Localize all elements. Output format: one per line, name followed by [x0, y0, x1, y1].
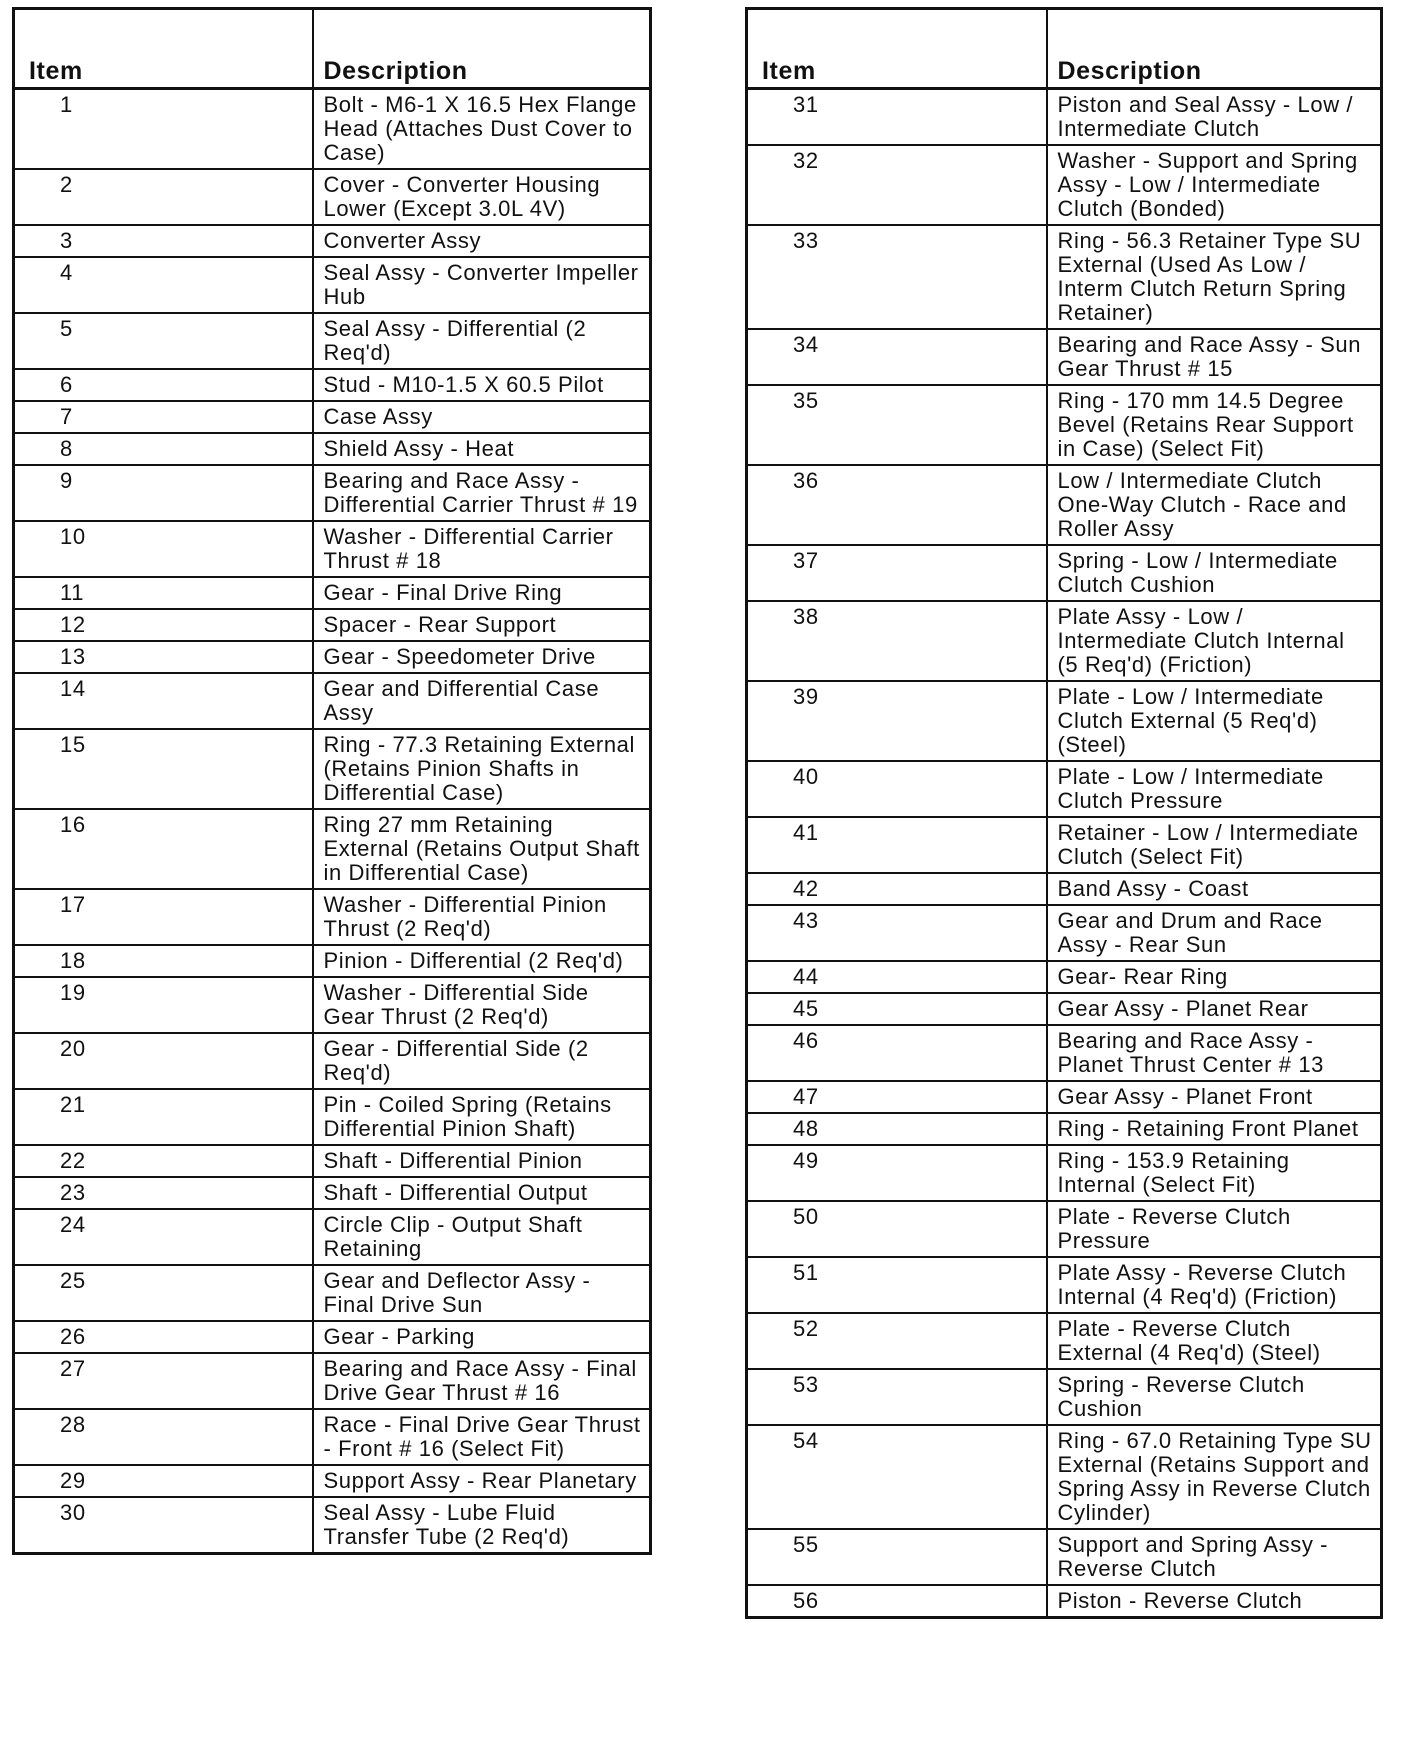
item-number: 27: [14, 1353, 313, 1409]
item-description: Ring - 56.3 Retainer Type SU External (Used As Low / Interm Clutch Return Spring Retainer): [1047, 225, 1382, 329]
parts-table-right: [745, 7, 1383, 1619]
table-row: [747, 681, 1382, 761]
item-description: Support and Spring Assy - Reverse Clutch: [1047, 1529, 1382, 1585]
item-column-header: Item: [14, 9, 313, 89]
table-row: [747, 329, 1382, 385]
item-number: 13: [14, 641, 313, 673]
item-description: Plate - Low / Intermediate Clutch Pressure: [1047, 761, 1382, 817]
item-number: 18: [14, 945, 313, 977]
description-column-header: Description: [1047, 9, 1382, 89]
item-number: 32: [747, 145, 1047, 225]
item-description: Gear - Differential Side (2 Req'd): [313, 1033, 651, 1089]
item-description: Gear - Speedometer Drive: [313, 641, 651, 673]
item-description: Bearing and Race Assy - Final Drive Gear Thrust # 16: [313, 1353, 651, 1409]
item-description: Plate - Reverse Clutch Pressure: [1047, 1201, 1382, 1257]
item-description: Ring - 67.0 Retaining Type SU External (Retains Support and Spring Assy in Reverse Clutch Cylinder): [1047, 1425, 1382, 1529]
item-description: Converter Assy: [313, 225, 651, 257]
item-description: Gear and Differential Case Assy: [313, 673, 651, 729]
item-number: 45: [747, 993, 1047, 1025]
item-number: 11: [14, 577, 313, 609]
table-row: [747, 465, 1382, 545]
item-number: 29: [14, 1465, 313, 1497]
item-description: Washer - Differential Side Gear Thrust (2 Req'd): [313, 977, 651, 1033]
item-description: Retainer - Low / Intermediate Clutch (Select Fit): [1047, 817, 1382, 873]
item-description: Case Assy: [313, 401, 651, 433]
item-number: 55: [747, 1529, 1047, 1585]
item-number: 34: [747, 329, 1047, 385]
item-description: Spring - Low / Intermediate Clutch Cushion: [1047, 545, 1382, 601]
item-description: Ring - Retaining Front Planet: [1047, 1113, 1382, 1145]
item-description: Seal Assy - Differential (2 Req'd): [313, 313, 651, 369]
table-row: [14, 313, 651, 369]
table-row: [747, 1025, 1382, 1081]
item-number: 51: [747, 1257, 1047, 1313]
table-row: [747, 905, 1382, 961]
item-number: 9: [14, 465, 313, 521]
item-number: 48: [747, 1113, 1047, 1145]
header-row: [14, 9, 651, 89]
table-row: [14, 1497, 651, 1554]
table-row: [14, 729, 651, 809]
item-number: 16: [14, 809, 313, 889]
item-number: 30: [14, 1497, 313, 1554]
item-column-header: Item: [747, 9, 1047, 89]
item-description: Pinion - Differential (2 Req'd): [313, 945, 651, 977]
item-description: Ring - 153.9 Retaining Internal (Select Fit): [1047, 1145, 1382, 1201]
item-description: Washer - Differential Pinion Thrust (2 Req'd): [313, 889, 651, 945]
table-row: [14, 401, 651, 433]
item-number: 5: [14, 313, 313, 369]
table-row: [14, 609, 651, 641]
item-description: Spring - Reverse Clutch Cushion: [1047, 1369, 1382, 1425]
table-row: [14, 1265, 651, 1321]
item-number: 50: [747, 1201, 1047, 1257]
table-row: [747, 1369, 1382, 1425]
table-row: [14, 1089, 651, 1145]
item-description: Shaft - Differential Output: [313, 1177, 651, 1209]
table-row: [14, 1209, 651, 1265]
item-number: 6: [14, 369, 313, 401]
item-number: 35: [747, 385, 1047, 465]
item-description: Support Assy - Rear Planetary: [313, 1465, 651, 1497]
item-description: Gear Assy - Planet Front: [1047, 1081, 1382, 1113]
item-description: Plate - Reverse Clutch External (4 Req'd) (Steel): [1047, 1313, 1382, 1369]
header-row: [747, 9, 1382, 89]
item-description: Seal Assy - Lube Fluid Transfer Tube (2 Req'd): [313, 1497, 651, 1554]
item-number: 14: [14, 673, 313, 729]
table-row: [747, 1081, 1382, 1113]
table-row: [747, 89, 1382, 146]
item-number: 25: [14, 1265, 313, 1321]
item-description: Pin - Coiled Spring (Retains Differential Pinion Shaft): [313, 1089, 651, 1145]
item-number: 28: [14, 1409, 313, 1465]
item-number: 1: [14, 89, 313, 170]
item-description: Plate Assy - Reverse Clutch Internal (4 Req'd) (Friction): [1047, 1257, 1382, 1313]
item-description: Gear and Deflector Assy - Final Drive Sun: [313, 1265, 651, 1321]
item-description: Shield Assy - Heat: [313, 433, 651, 465]
item-description: Cover - Converter Housing Lower (Except 3.0L 4V): [313, 169, 651, 225]
table-row: [14, 169, 651, 225]
table-row: [747, 761, 1382, 817]
item-description: Ring - 77.3 Retaining External (Retains Pinion Shafts in Differential Case): [313, 729, 651, 809]
item-number: 23: [14, 1177, 313, 1209]
table-row: [14, 1321, 651, 1353]
item-number: 36: [747, 465, 1047, 545]
item-description: Band Assy - Coast: [1047, 873, 1382, 905]
table-row: [14, 369, 651, 401]
item-number: 17: [14, 889, 313, 945]
item-description: Seal Assy - Converter Impeller Hub: [313, 257, 651, 313]
item-description: Gear Assy - Planet Rear: [1047, 993, 1382, 1025]
item-number: 52: [747, 1313, 1047, 1369]
item-number: 42: [747, 873, 1047, 905]
table-row: [747, 1113, 1382, 1145]
table-row: [747, 385, 1382, 465]
table-row: [14, 257, 651, 313]
table-row: [14, 225, 651, 257]
item-number: 39: [747, 681, 1047, 761]
item-number: 19: [14, 977, 313, 1033]
item-number: 31: [747, 89, 1047, 146]
item-number: 38: [747, 601, 1047, 681]
item-description: Gear- Rear Ring: [1047, 961, 1382, 993]
table-body: [747, 89, 1382, 1618]
item-number: 56: [747, 1585, 1047, 1618]
table-body: [14, 89, 651, 1554]
item-description: Bearing and Race Assy - Sun Gear Thrust # 15: [1047, 329, 1382, 385]
table-row: [14, 889, 651, 945]
item-number: 46: [747, 1025, 1047, 1081]
table-row: [747, 1425, 1382, 1529]
table-row: [747, 545, 1382, 601]
table-row: [747, 225, 1382, 329]
item-number: 8: [14, 433, 313, 465]
item-description: Plate - Low / Intermediate Clutch External (5 Req'd) (Steel): [1047, 681, 1382, 761]
table-row: [747, 1145, 1382, 1201]
item-number: 4: [14, 257, 313, 313]
table-row: [14, 89, 651, 170]
parts-table-left: [12, 7, 652, 1555]
item-description: Stud - M10-1.5 X 60.5 Pilot: [313, 369, 651, 401]
item-number: 7: [14, 401, 313, 433]
item-number: 37: [747, 545, 1047, 601]
table-row: [14, 465, 651, 521]
item-description: Bolt - M6-1 X 16.5 Hex Flange Head (Attaches Dust Cover to Case): [313, 89, 651, 170]
item-number: 15: [14, 729, 313, 809]
table-row: [747, 1201, 1382, 1257]
table-row: [14, 1465, 651, 1497]
item-description: Ring - 170 mm 14.5 Degree Bevel (Retains Rear Support in Case) (Select Fit): [1047, 385, 1382, 465]
table-row: [14, 521, 651, 577]
table-row: [14, 1409, 651, 1465]
table-row: [747, 1257, 1382, 1313]
table-row: [14, 1353, 651, 1409]
item-number: 22: [14, 1145, 313, 1177]
table-row: [14, 977, 651, 1033]
item-description: Ring 27 mm Retaining External (Retains Output Shaft in Differential Case): [313, 809, 651, 889]
table-row: [14, 1177, 651, 1209]
item-number: 40: [747, 761, 1047, 817]
item-description: Race - Final Drive Gear Thrust - Front # 16 (Select Fit): [313, 1409, 651, 1465]
item-number: 24: [14, 1209, 313, 1265]
item-description: Spacer - Rear Support: [313, 609, 651, 641]
item-description: Washer - Support and Spring Assy - Low / Intermediate Clutch (Bonded): [1047, 145, 1382, 225]
table-row: [747, 873, 1382, 905]
item-number: 41: [747, 817, 1047, 873]
item-number: 49: [747, 1145, 1047, 1201]
table-row: [747, 1585, 1382, 1618]
table-row: [747, 1313, 1382, 1369]
table-row: [14, 809, 651, 889]
description-column-header: Description: [313, 9, 651, 89]
item-description: Plate Assy - Low / Intermediate Clutch Internal (5 Req'd) (Friction): [1047, 601, 1382, 681]
item-number: 12: [14, 609, 313, 641]
item-description: Bearing and Race Assy - Planet Thrust Center # 13: [1047, 1025, 1382, 1081]
item-number: 33: [747, 225, 1047, 329]
table-row: [747, 961, 1382, 993]
item-description: Low / Intermediate Clutch One-Way Clutch - Race and Roller Assy: [1047, 465, 1382, 545]
table-row: [747, 601, 1382, 681]
item-description: Shaft - Differential Pinion: [313, 1145, 651, 1177]
item-number: 26: [14, 1321, 313, 1353]
table-row: [747, 993, 1382, 1025]
item-number: 53: [747, 1369, 1047, 1425]
item-description: Bearing and Race Assy - Differential Carrier Thrust # 19: [313, 465, 651, 521]
item-description: Washer - Differential Carrier Thrust # 18: [313, 521, 651, 577]
item-description: Gear and Drum and Race Assy - Rear Sun: [1047, 905, 1382, 961]
table-row: [14, 945, 651, 977]
item-number: 47: [747, 1081, 1047, 1113]
item-description: Piston - Reverse Clutch: [1047, 1585, 1382, 1618]
item-number: 10: [14, 521, 313, 577]
item-description: Piston and Seal Assy - Low / Intermediate Clutch: [1047, 89, 1382, 146]
item-description: Gear - Final Drive Ring: [313, 577, 651, 609]
table-row: [14, 1033, 651, 1089]
table-row: [14, 673, 651, 729]
table-row: [14, 433, 651, 465]
item-description: Circle Clip - Output Shaft Retaining: [313, 1209, 651, 1265]
item-number: 44: [747, 961, 1047, 993]
table-row: [14, 577, 651, 609]
item-number: 21: [14, 1089, 313, 1145]
item-description: Gear - Parking: [313, 1321, 651, 1353]
table-row: [747, 145, 1382, 225]
item-number: 3: [14, 225, 313, 257]
table-row: [14, 1145, 651, 1177]
table-row: [14, 641, 651, 673]
item-number: 54: [747, 1425, 1047, 1529]
item-number: 20: [14, 1033, 313, 1089]
table-row: [747, 817, 1382, 873]
table-row: [747, 1529, 1382, 1585]
item-number: 43: [747, 905, 1047, 961]
item-number: 2: [14, 169, 313, 225]
